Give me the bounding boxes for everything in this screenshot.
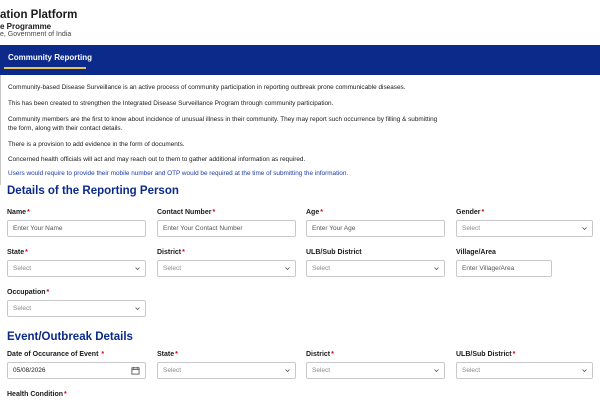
required-mark: *: [320, 209, 323, 216]
occupation-label: Occupation*: [7, 289, 50, 296]
required-mark: *: [175, 351, 178, 358]
required-mark: *: [212, 209, 216, 216]
chevron-down-icon: [582, 226, 587, 231]
otp-notice: Users would require to provide their mobile number and OTP would be required at the time of submitting the information.: [8, 170, 349, 177]
ulb-select-value: Select: [312, 265, 331, 272]
name-input[interactable]: Enter Your Name: [7, 220, 146, 237]
chevron-down-icon: [285, 368, 290, 373]
event-ulb-select[interactable]: [456, 362, 593, 379]
gender-select[interactable]: [456, 220, 593, 237]
chevron-down-icon: [434, 266, 439, 271]
required-mark: *: [512, 351, 516, 358]
event-district-select[interactable]: [306, 362, 445, 379]
ulb-sub-district-label: ULB/Sub District: [306, 249, 362, 256]
event-state-value: Select: [163, 367, 182, 374]
state-label: State*: [7, 249, 28, 256]
age-label: Age*: [306, 209, 323, 216]
app-header: [0, 0, 600, 45]
required-mark: *: [25, 249, 28, 256]
contact-number-input[interactable]: Enter Your Contact Number: [157, 220, 296, 237]
required-mark: *: [27, 209, 30, 216]
required-mark: *: [46, 289, 50, 296]
intro-line: Community-based Disease Surveillance is an active process of community participation in reporting outbreak prone communicable diseases.: [8, 84, 406, 91]
occupation-select[interactable]: [7, 300, 146, 317]
platform-title: ation Platform: [0, 9, 78, 21]
name-label: Name*: [7, 209, 30, 216]
event-state-select[interactable]: [157, 362, 296, 379]
section-title-reporting-person: Details of the Reporting Person: [7, 185, 179, 197]
ulb-sub-district-select[interactable]: [306, 260, 445, 277]
district-select-value: Select: [163, 265, 182, 272]
event-ulb-value: Select: [462, 367, 481, 374]
occupation-select-value: Select: [13, 305, 32, 312]
government-label: e, Government of India: [0, 31, 72, 38]
programme-title: e Programme: [0, 22, 52, 31]
intro-line: There is a provision to add evidence in the form of documents.: [8, 141, 185, 148]
state-select[interactable]: [7, 260, 146, 277]
required-mark: *: [481, 209, 485, 216]
gender-label: Gender*: [456, 209, 485, 216]
chevron-down-icon: [582, 368, 587, 373]
gender-select-value: Select: [462, 225, 481, 232]
required-mark: *: [331, 351, 334, 358]
chevron-down-icon: [135, 266, 140, 271]
district-label: District*: [157, 249, 185, 256]
main-nav: [0, 45, 600, 75]
age-input[interactable]: Enter Your Age: [306, 220, 445, 237]
event-district-label: District*: [306, 351, 334, 358]
chevron-down-icon: [285, 266, 290, 271]
section-title-event-details: Event/Outbreak Details: [7, 331, 133, 343]
village-area-label: Village/Area: [456, 249, 496, 256]
event-state-label: State*: [157, 351, 178, 358]
intro-panel: [0, 75, 600, 185]
village-area-input[interactable]: Enter Village/Area: [456, 260, 552, 277]
event-date-label: Date of Occurance of Event *: [7, 351, 105, 358]
required-mark: *: [64, 391, 67, 398]
event-ulb-label: ULB/Sub District*: [456, 351, 516, 358]
event-district-value: Select: [312, 367, 331, 374]
event-date-value: 05/08/2026: [13, 367, 46, 374]
intro-line: This has been created to strengthen the Integrated Disease Surveillance Program through community participation.: [8, 100, 334, 107]
contact-number-label: Contact Number*: [157, 209, 216, 216]
health-condition-label: Health Condition*: [7, 391, 67, 398]
intro-line: Concerned health officials will act and may reach out to them to gather additional information as required.: [8, 156, 306, 163]
active-tab-indicator: [4, 67, 86, 69]
state-select-value: Select: [13, 265, 32, 272]
required-mark: *: [101, 351, 105, 358]
required-mark: *: [182, 249, 185, 256]
tab-community-reporting[interactable]: Community Reporting: [8, 53, 92, 62]
event-date-input[interactable]: [7, 362, 146, 379]
district-select[interactable]: [157, 260, 296, 277]
intro-line: the form, along with their contact details.: [8, 125, 123, 132]
calendar-icon[interactable]: [131, 366, 140, 375]
chevron-down-icon: [434, 368, 439, 373]
intro-line: Community members are the first to know about incidence of unusual illness in their community. They may report such occurrence by filling & submitting: [8, 116, 438, 123]
chevron-down-icon: [135, 306, 140, 311]
